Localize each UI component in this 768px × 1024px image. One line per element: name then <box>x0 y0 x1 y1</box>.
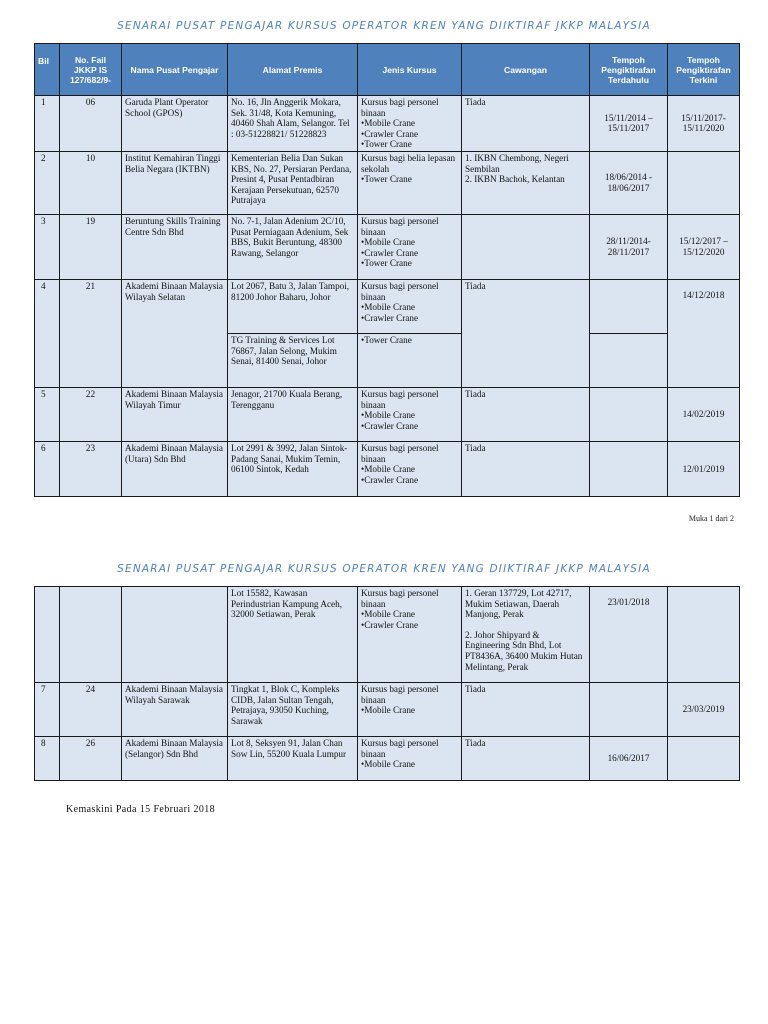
row-terdahulu <box>590 279 668 333</box>
page-1-title: SENARAI PUSAT PENGAJAR KURSUS OPERATOR KREN YANG DIIKTIRAF JKKP MALAYSIA <box>117 20 651 32</box>
row-terdahulu: 28/11/2014- 28/11/2017 <box>590 214 668 279</box>
row-alamat: Kementerian Belia Dan Sukan KBS, No. 27, Persiaran Perdana, Presint 4, Pusat Pentadbiran Kerajaan Persekutuan, 62570 Putrajaya <box>228 151 358 214</box>
table-row <box>35 441 740 496</box>
table-row <box>35 387 740 441</box>
header-jenis: Jenis Kursus <box>358 44 462 96</box>
row-bil: 1 <box>35 96 60 152</box>
header-cawangan: Cawangan <box>462 44 590 96</box>
row-terdahulu: 16/06/2017 <box>590 737 668 781</box>
row-jenis <box>358 587 462 683</box>
header-no-fail: No. Fail JKKP IS 127/682/9- <box>60 44 122 96</box>
last-updated-note: Kemaskini Pada 15 Februari 2018 <box>66 804 216 815</box>
row-jenis <box>358 737 462 781</box>
row-no-fail: 23 <box>60 441 122 496</box>
row-cawangan: Tiada <box>462 737 590 781</box>
row-terdahulu: 23/01/2018 <box>590 587 668 683</box>
row-terkini: 15/12/2017 – 15/12/2020 <box>668 214 740 279</box>
list-item: • Crawler Crane <box>361 421 458 432</box>
row-sub-jenis <box>358 333 462 387</box>
header-alamat: Alamat Premis <box>228 44 358 96</box>
row-bil: 7 <box>35 683 60 737</box>
table-row <box>35 587 740 683</box>
row-cawangan: Tiada <box>462 441 590 496</box>
list-item: • Crawler Crane <box>361 620 458 631</box>
cawangan-item: 2. IKBN Bachok, Kelantan <box>465 174 565 185</box>
row-sub-terdahulu <box>590 333 668 387</box>
jenis-intro: Kursus bagi personel binaan <box>361 588 439 609</box>
row-bil: 5 <box>35 387 60 441</box>
row-nama <box>122 587 228 683</box>
row-cawangan: Tiada <box>462 387 590 441</box>
list-item: • Tower Crane <box>361 174 458 185</box>
row-cawangan: Tiada <box>462 683 590 737</box>
list-item: • Tower Crane <box>361 139 458 150</box>
list-item: • Crawler Crane <box>361 313 458 324</box>
row-terdahulu: 18/06/2014 - 18/06/2017 <box>590 151 668 214</box>
row-terdahulu <box>590 387 668 441</box>
row-sub-alamat: TG Training & Services Lot 76867, Jalan Selong, Mukim Senai, 81400 Senai, Johor <box>228 333 358 387</box>
row-nama: Akademi Binaan Malaysia Wilayah Selatan <box>122 279 228 387</box>
row-cawangan <box>462 151 590 214</box>
row-terkini <box>668 151 740 214</box>
row-bil: 2 <box>35 151 60 214</box>
row-terkini: 15/11/2017- 15/11/2020 <box>668 96 740 152</box>
row-terdahulu: 15/11/2014 – 15/11/2017 <box>590 96 668 152</box>
row-terkini: 12/01/2019 <box>668 441 740 496</box>
row-no-fail: 24 <box>60 683 122 737</box>
row-nama: Akademi Binaan Malaysia Wilayah Timur <box>122 387 228 441</box>
list-item: • Mobile Crane <box>361 609 458 620</box>
row-jenis <box>358 279 462 333</box>
list-item: • Mobile Crane <box>361 759 458 770</box>
row-no-fail: 19 <box>60 214 122 279</box>
jenis-intro: Kursus bagi personel binaan <box>361 280 439 302</box>
list-item: • Mobile Crane <box>361 118 458 129</box>
centres-table-page-2 <box>34 586 740 781</box>
row-no-fail: 21 <box>60 279 122 387</box>
cawangan-item: 1. IKBN Chembong, Negeri Sembilan <box>465 152 569 174</box>
row-no-fail <box>60 587 122 683</box>
row-cawangan <box>462 587 590 683</box>
list-item: • Crawler Crane <box>361 248 458 259</box>
table-row <box>35 214 740 279</box>
row-terdahulu <box>590 441 668 496</box>
row-no-fail: 06 <box>60 96 122 152</box>
row-jenis <box>358 683 462 737</box>
row-terkini <box>668 737 740 781</box>
page-footer: Muka 1 dari 2 <box>688 514 734 523</box>
page-2-title: SENARAI PUSAT PENGAJAR KURSUS OPERATOR KREN YANG DIIKTIRAF JKKP MALAYSIA <box>117 563 651 575</box>
header-terkini: Tempoh Pengiktirafan Terkini <box>668 44 740 96</box>
list-item: • Crawler Crane <box>361 129 458 140</box>
row-bil: 3 <box>35 214 60 279</box>
header-bil: Bil <box>35 44 60 96</box>
row-alamat: Lot 8, Seksyen 91, Jalan Chan Sow Lin, 55200 Kuala Lumpur <box>228 737 358 781</box>
row-alamat: Lot 15582, Kawasan Perindustrian Kampung Aceh, 32000 Setiawan, Perak <box>228 587 358 683</box>
list-item: • Tower Crane <box>361 335 458 346</box>
list-item: • Mobile Crane <box>361 302 458 313</box>
jenis-intro: Kursus bagi personel binaan <box>361 684 439 705</box>
jenis-intro: Kursus bagi personel binaan <box>361 215 439 237</box>
header-nama: Nama Pusat Pengajar <box>122 44 228 96</box>
jenis-intro: Kursus bagi personel binaan <box>361 738 439 759</box>
row-alamat: No. 16, Jln Anggerik Mokara, Sek. 31/48, Kota Kemuning, 40460 Shah Alam, Selangor. Tel : 03-51228821/ 51228823 <box>228 96 358 152</box>
row-jenis <box>358 387 462 441</box>
row-terkini: 14/02/2019 <box>668 387 740 441</box>
row-alamat: Lot 2991 & 3992, Jalan Sintok-Padang Sanai, Mukim Temin, 06100 Sintok, Kedah <box>228 441 358 496</box>
row-nama: Institut Kemahiran Tinggi Belia Negara (IKTBN) <box>122 151 228 214</box>
cawangan-item: 1. Geran 137729, Lot 42717, Mukim Setiawan, Daerah Manjong, Perak <box>465 588 572 620</box>
row-nama: Beruntung Skills Training Centre Sdn Bhd <box>122 214 228 279</box>
row-nama: Garuda Plant Operator School (GPOS) <box>122 96 228 152</box>
row-terdahulu <box>590 683 668 737</box>
jenis-intro: Kursus bagi personel binaan <box>361 388 439 410</box>
row-terkini: 14/12/2018 <box>668 279 740 387</box>
row-jenis <box>358 96 462 152</box>
row-no-fail: 22 <box>60 387 122 441</box>
list-item: • Crawler Crane <box>361 475 458 486</box>
table-row <box>35 737 740 781</box>
jenis-intro: Kursus bagi belia lepasan sekolah <box>361 152 456 174</box>
row-bil <box>35 587 60 683</box>
row-alamat: Jenagor, 21700 Kuala Berang, Terengganu <box>228 387 358 441</box>
jenis-intro: Kursus bagi personel binaan <box>361 97 439 118</box>
table-row <box>35 279 740 333</box>
jenis-intro: Kursus bagi personel binaan <box>361 442 439 464</box>
row-bil: 6 <box>35 441 60 496</box>
header-terdahulu: Tempoh Pengiktirafan Terdahulu <box>590 44 668 96</box>
list-item: • Mobile Crane <box>361 237 458 248</box>
row-cawangan: Tiada <box>462 279 590 387</box>
row-alamat: No. 7-1, Jalan Adenium 2C/10, Pusat Perniagaan Adenium, Sek BBS, Bukit Beruntung, 48300 Rawang, Selangor <box>228 214 358 279</box>
table-row <box>35 151 740 214</box>
list-item: • Mobile Crane <box>361 705 458 716</box>
row-jenis <box>358 441 462 496</box>
row-cawangan: Tiada <box>462 96 590 152</box>
list-item: • Tower Crane <box>361 258 458 269</box>
row-jenis <box>358 214 462 279</box>
row-terkini <box>668 587 740 683</box>
row-jenis <box>358 151 462 214</box>
table-row <box>35 96 740 152</box>
row-no-fail: 10 <box>60 151 122 214</box>
centres-table-page-1 <box>34 43 740 497</box>
table-row <box>35 683 740 737</box>
row-terkini: 23/03/2019 <box>668 683 740 737</box>
row-alamat: Tingkat 1, Blok C, Kompleks CIDB, Jalan Sultan Tengah, Petrajaya, 93050 Kuching, Sarawak <box>228 683 358 737</box>
row-nama: Akademi Binaan Malaysia (Utara) Sdn Bhd <box>122 441 228 496</box>
row-alamat: Lot 2067, Batu 3, Jalan Tampoi, 81200 Johor Baharu, Johor <box>228 279 358 333</box>
list-item: • Mobile Crane <box>361 410 458 421</box>
cawangan-item: 2. Johor Shipyard & Engineering Sdn Bhd, Lot PT8436A, 36400 Mukim Hutan Melintang, Perak <box>465 629 583 672</box>
row-cawangan <box>462 214 590 279</box>
row-bil: 8 <box>35 737 60 781</box>
row-no-fail: 26 <box>60 737 122 781</box>
row-nama: Akademi Binaan Malaysia Wilayah Sarawak <box>122 683 228 737</box>
row-nama: Akademi Binaan Malaysia (Selangor) Sdn Bhd <box>122 737 228 781</box>
list-item: • Mobile Crane <box>361 464 458 475</box>
row-bil: 4 <box>35 279 60 387</box>
